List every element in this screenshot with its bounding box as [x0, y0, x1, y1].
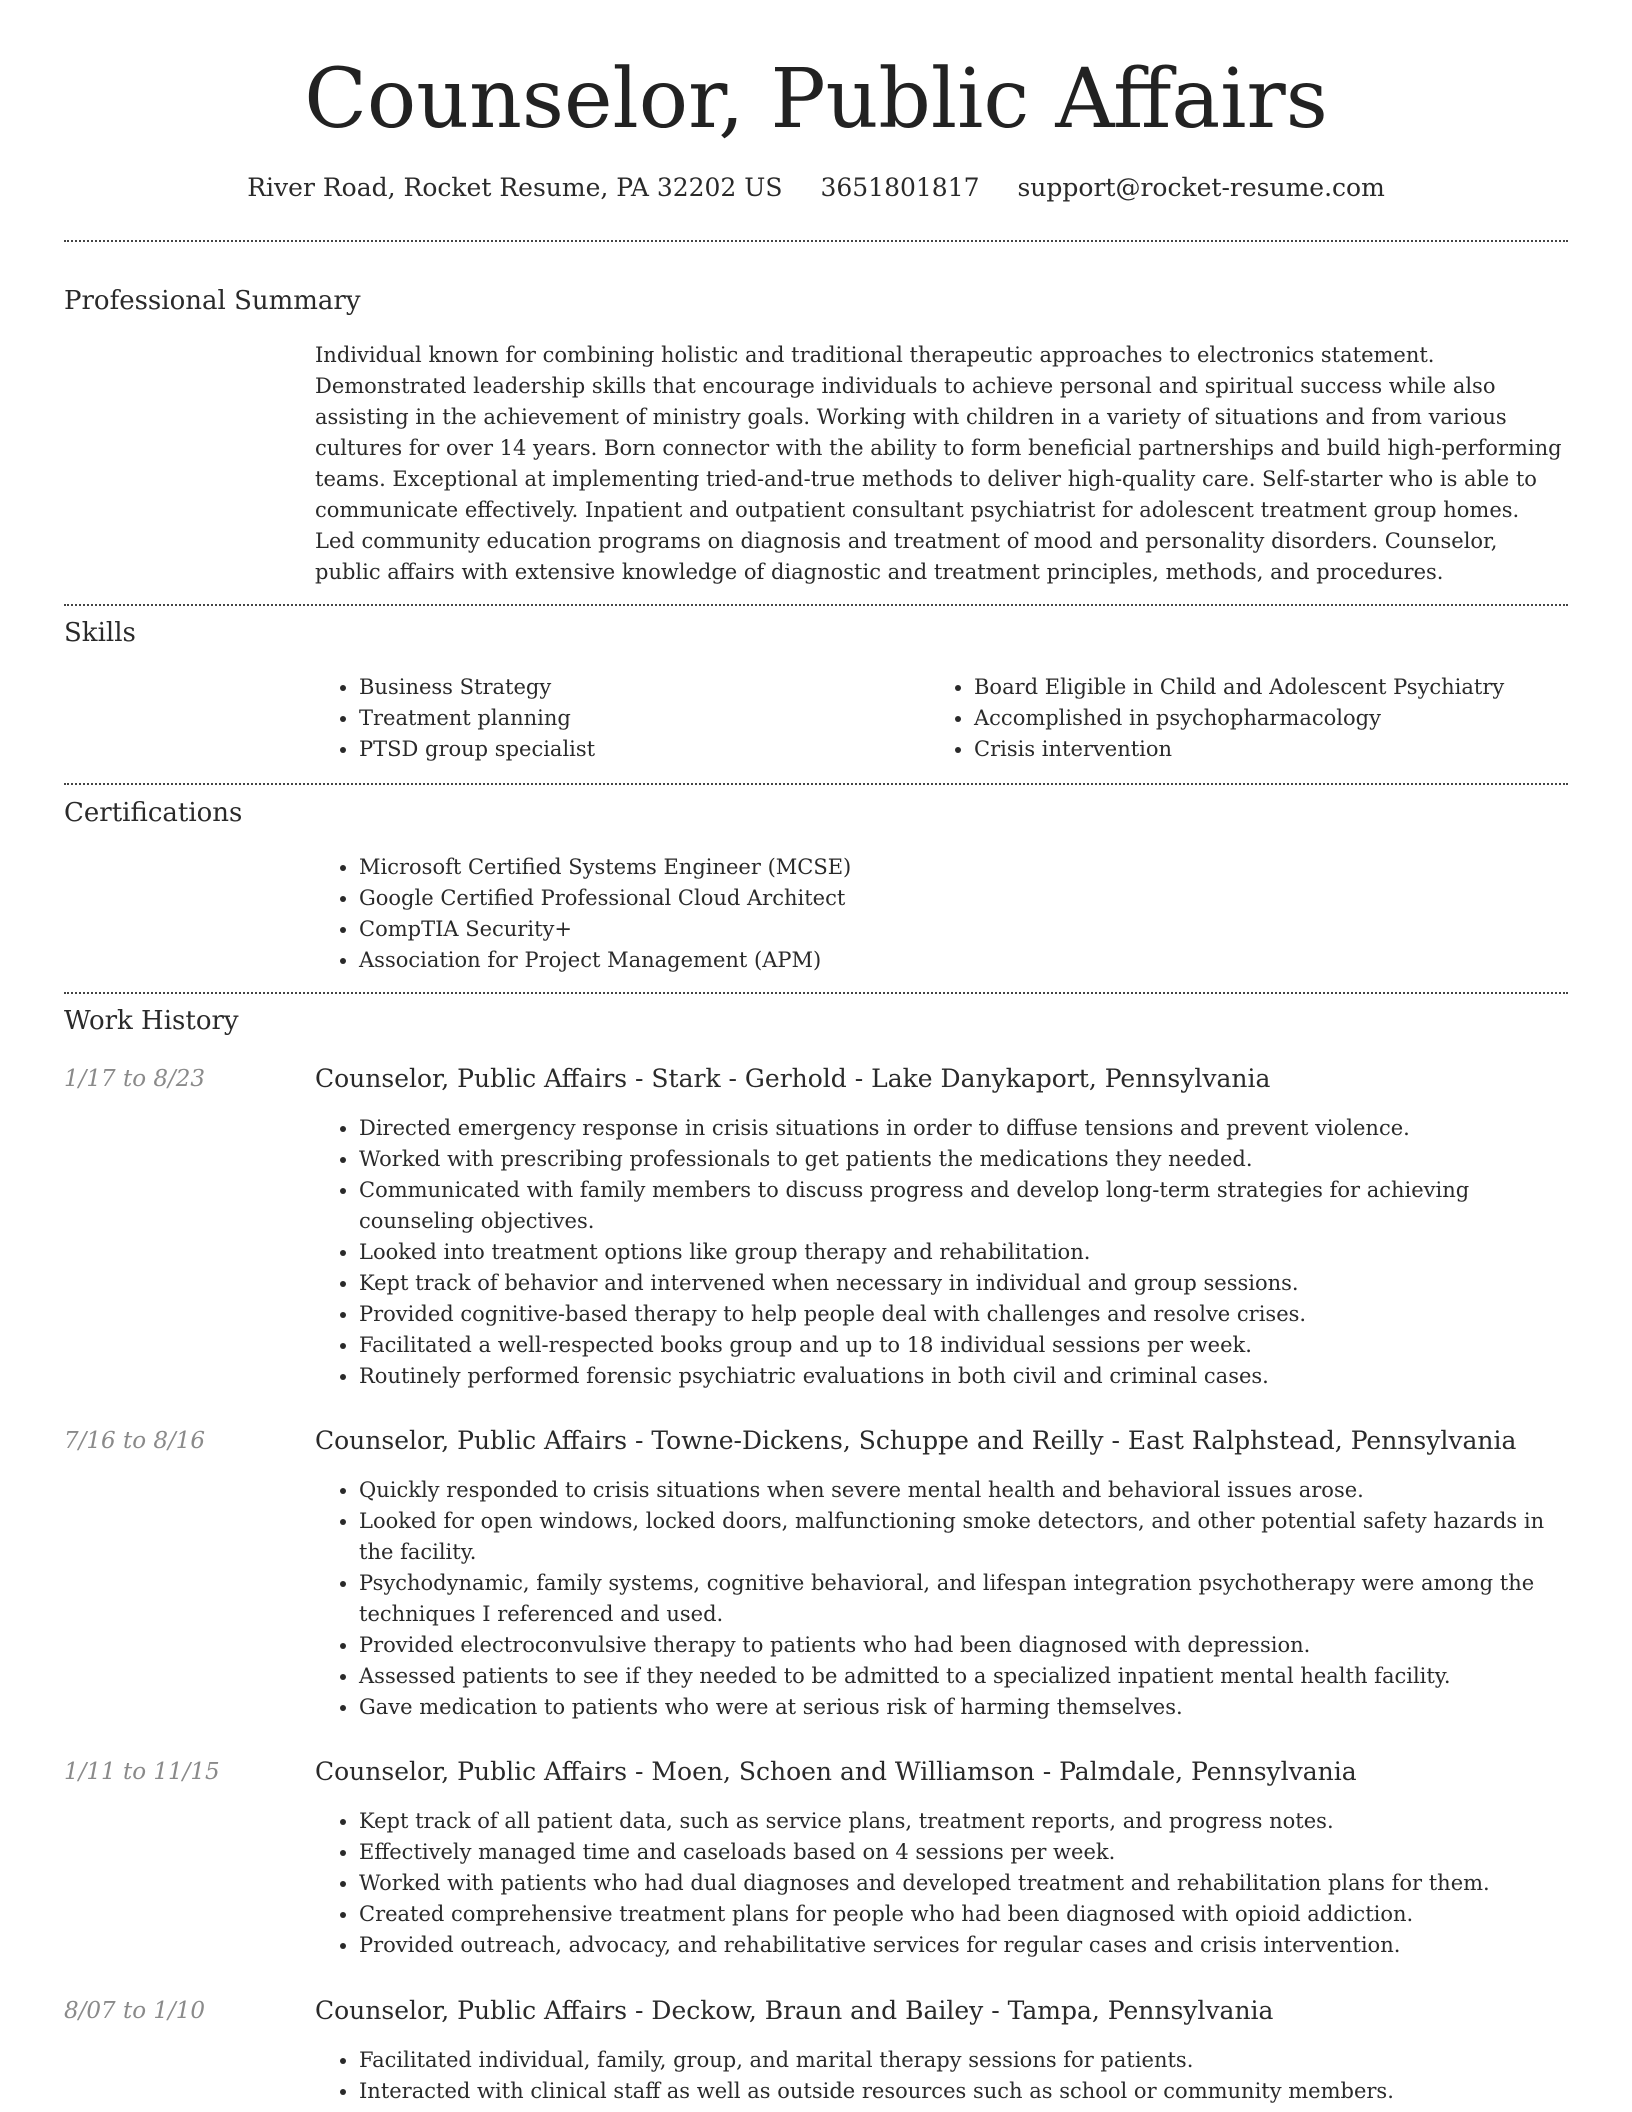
skill-item: • Treatment planning — [359, 703, 915, 734]
job-title: Counselor, Public Affairs - Stark - Gerhold - Lake Danykaport, Pennsylvania — [315, 1064, 1271, 1093]
job-bullet: • Provided outreach, advocacy, and rehabilitative services for regular cases and crisis intervention. — [359, 1930, 1565, 1961]
certifications-block — [315, 852, 1565, 976]
job-bullet-list — [315, 1806, 1565, 1961]
summary-block — [315, 340, 1565, 588]
job-bullet: • Interacted with clinical staff as well as outside resources such as school or community members. — [359, 2076, 1565, 2107]
job-bullet: • Looked for open windows, locked doors, malfunctioning smoke detectors, and other potential safety hazards in the facility. — [359, 1506, 1565, 1568]
divider — [64, 604, 1568, 606]
section-title-work-history: Work History — [64, 1006, 239, 1036]
certification-item: • Google Certified Professional Cloud Architect — [359, 883, 1565, 914]
skill-item: • PTSD group specialist — [359, 734, 915, 765]
skills-left-column — [315, 672, 915, 765]
job-bullet: • Routinely performed forensic psychiatric evaluations in both civil and criminal cases. — [359, 1361, 1565, 1392]
contact-email: support@rocket-resume.com — [1017, 173, 1385, 202]
job-bullet: • Facilitated a well-respected books group and up to 18 individual sessions per week. — [359, 1330, 1565, 1361]
job-bullets — [315, 1113, 1565, 1392]
skills-left-list — [315, 672, 915, 765]
job-bullet: • Quickly responded to crisis situations when severe mental health and behavioral issues arose. — [359, 1475, 1565, 1506]
section-title-summary: Professional Summary — [64, 286, 361, 316]
skill-item: • Board Eligible in Child and Adolescent Psychiatry — [974, 672, 1565, 703]
certification-item: • Association for Project Management (APM) — [359, 945, 1565, 976]
contact-line — [0, 170, 1632, 206]
divider — [64, 992, 1568, 994]
resume-name: Counselor, Public Affairs — [304, 52, 1328, 147]
job-bullet: • Created comprehensive treatment plans for people who had been diagnosed with opioid addiction. — [359, 1899, 1565, 1930]
job-bullet: • Kept track of all patient data, such as service plans, treatment reports, and progress notes. — [359, 1806, 1565, 1837]
skills-right-column — [930, 672, 1565, 765]
contact-address: River Road, Rocket Resume, PA 32202 US — [247, 173, 783, 202]
job-bullet: • Gave medication to patients who were at serious risk of harming themselves. — [359, 1692, 1565, 1723]
job-bullets — [315, 1806, 1565, 1961]
job-title: Counselor, Public Affairs - Moen, Schoen and Williamson - Palmdale, Pennsylvania — [315, 1757, 1357, 1786]
job-bullets — [315, 1475, 1565, 1723]
job-dates: 7/16 to 8/16 — [64, 1428, 206, 1454]
summary-text: Individual known for combining holistic and traditional therapeutic approaches to electronics statement. Demonstrated leadership skills that encourage individuals to achieve personal and spiritual success while also assisting in the achievement of ministry goals. Working with children in a variety of situations and from various cultures for over 14 years. Born connector with the ability to form beneficial partnerships and build high-performing teams. Exceptional at implementing tried-and-true methods to deliver high-quality care. Self-starter who is able to communicate effectively. Inpatient and outpatient consultant psychiatrist for adolescent treatment group homes. Led community education programs on diagnosis and treatment of mood and personality disorders. Counselor, public affairs with extensive knowledge of diagnostic and treatment principles, methods, and procedures. — [315, 343, 1562, 584]
skill-item: • Business Strategy — [359, 672, 915, 703]
skill-item: • Crisis intervention — [974, 734, 1565, 765]
job-dates: 1/17 to 8/23 — [64, 1066, 206, 1092]
job-bullet: • Effectively managed time and caseloads based on 4 sessions per week. — [359, 1837, 1565, 1868]
certification-item: • Microsoft Certified Systems Engineer (MCSE) — [359, 852, 1565, 883]
job-bullet-list — [315, 1113, 1565, 1392]
job-bullet: • Kept track of behavior and intervened when necessary in individual and group sessions. — [359, 1268, 1565, 1299]
job-bullet: • Facilitated individual, family, group, and marital therapy sessions for patients. — [359, 2045, 1565, 2076]
job-bullet: • Directed emergency response in crisis situations in order to diffuse tensions and prevent violence. — [359, 1113, 1565, 1144]
contact-phone: 3651801817 — [820, 173, 980, 202]
job-dates: 8/07 to 1/10 — [64, 1998, 206, 2024]
divider — [64, 783, 1568, 785]
job-bullet: • Psychodynamic, family systems, cognitive behavioral, and lifespan integration psychotherapy were among the techniques I referenced and used. — [359, 1568, 1565, 1630]
job-dates: 1/11 to 11/15 — [64, 1759, 220, 1785]
divider — [64, 240, 1568, 242]
job-bullet-list — [315, 1475, 1565, 1723]
job-bullet-list — [315, 2045, 1565, 2107]
job-bullets — [315, 2045, 1565, 2107]
job-bullet: • Provided electroconvulsive therapy to patients who had been diagnosed with depression. — [359, 1630, 1565, 1661]
job-bullet: • Communicated with family members to discuss progress and develop long-term strategies for achieving counseling objectives. — [359, 1175, 1565, 1237]
job-bullet: • Assessed patients to see if they needed to be admitted to a specialized inpatient mental health facility. — [359, 1661, 1565, 1692]
job-bullet: • Looked into treatment options like group therapy and rehabilitation. — [359, 1237, 1565, 1268]
section-title-certifications: Certifications — [64, 798, 243, 828]
job-bullet: • Worked with prescribing professionals to get patients the medications they needed. — [359, 1144, 1565, 1175]
skill-item: • Accomplished in psychopharmacology — [974, 703, 1565, 734]
certification-item: • CompTIA Security+ — [359, 914, 1565, 945]
job-bullet: • Worked with patients who had dual diagnoses and developed treatment and rehabilitation plans for them. — [359, 1868, 1565, 1899]
section-title-skills: Skills — [64, 618, 136, 648]
job-bullet: • Provided cognitive-based therapy to help people deal with challenges and resolve crises. — [359, 1299, 1565, 1330]
job-title: Counselor, Public Affairs - Deckow, Braun and Bailey - Tampa, Pennsylvania — [315, 1996, 1274, 2025]
certifications-list — [315, 852, 1565, 976]
job-title: Counselor, Public Affairs - Towne-Dickens, Schuppe and Reilly - East Ralphstead, Pennsylvania — [315, 1426, 1517, 1455]
skills-right-list — [930, 672, 1565, 765]
